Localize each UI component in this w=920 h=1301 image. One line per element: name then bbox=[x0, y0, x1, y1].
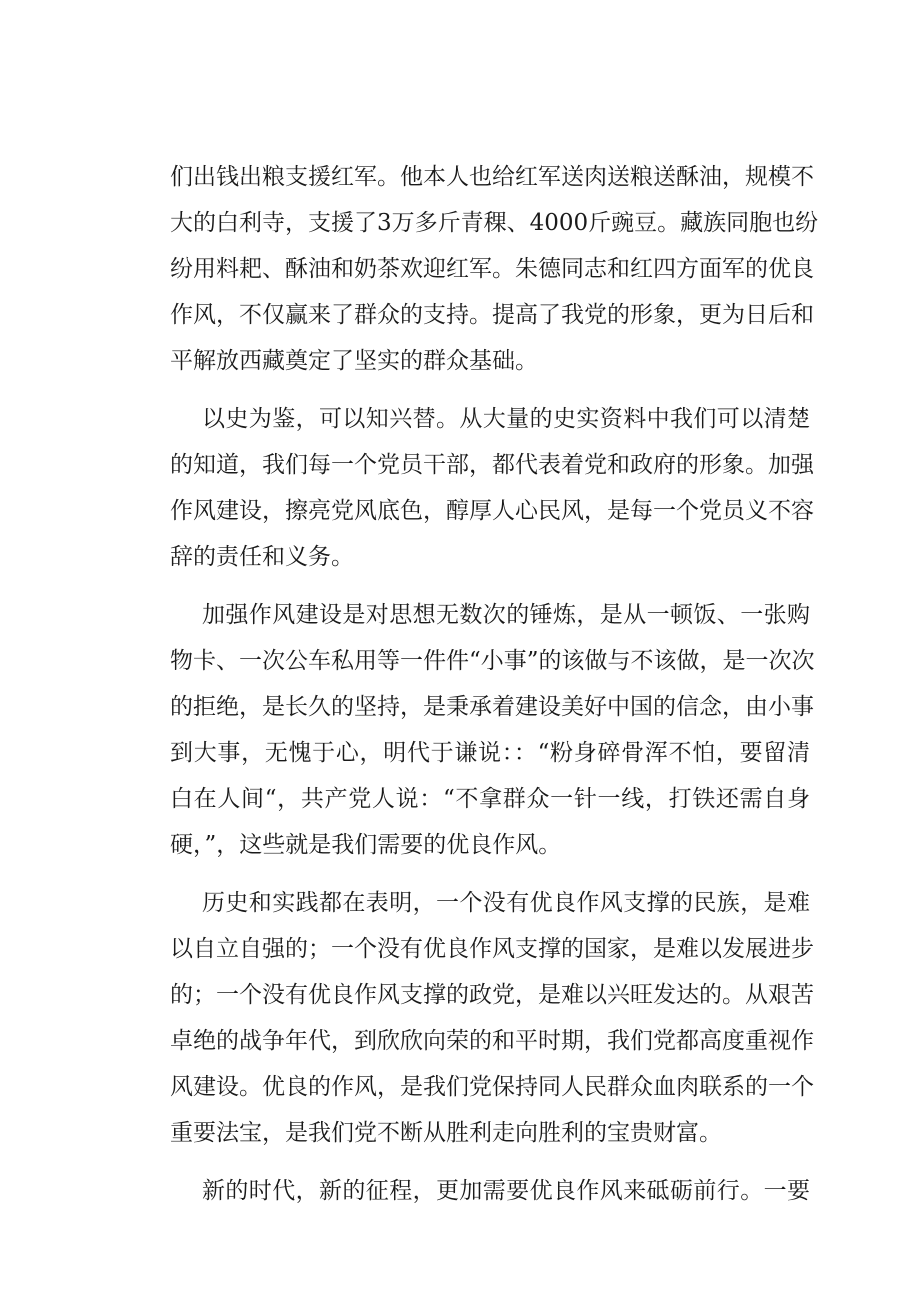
paragraph-2 bbox=[170, 396, 814, 580]
text-line: 到大事，无愧于心，明代于谦说：：“粉身碎骨浑不怕，要留清 bbox=[170, 740, 810, 766]
paragraph-4 bbox=[170, 880, 814, 1156]
text-line: 风建设。优良的作风，是我们党保持同人民群众血肉联系的一个 bbox=[170, 1074, 814, 1100]
paragraph-gap bbox=[170, 384, 810, 396]
text-line: 作风，不仅赢来了群众的支持。提高了我党的形象，更为日后和 bbox=[170, 302, 814, 328]
paragraph-gap bbox=[170, 580, 810, 592]
document-body bbox=[170, 154, 819, 1214]
text-line: 辞的责任和义务。 bbox=[170, 544, 354, 570]
text-line: 白在人间“，共产党人说：“不拿群众一针一线，打铁还需自身 bbox=[170, 786, 810, 812]
paragraph-gap bbox=[170, 868, 810, 880]
paragraph-gap bbox=[170, 1156, 810, 1168]
text-line: 新的时代，新的征程，更加需要优良作风来砥砺前行。一要 bbox=[202, 1178, 810, 1204]
text-line: 纷用料耙、酥油和奶茶欢迎红军。朱德同志和红四方面军的优良 bbox=[170, 256, 814, 282]
text-line: 以自立自强的；一个没有优良作风支撑的国家，是难以发展进步 bbox=[170, 936, 814, 962]
text-line: 重要法宝，是我们党不断从胜利走向胜利的宝贵财富。 bbox=[170, 1120, 722, 1146]
text-line: 卓绝的战争年代，到欣欣向荣的和平时期，我们党都高度重视作 bbox=[170, 1028, 814, 1054]
text-line: 大的白利寺，支援了3万多斤青稞、4000斤豌豆。藏族同胞也纷 bbox=[170, 210, 819, 236]
text-line: 平解放西藏奠定了坚实的群众基础。 bbox=[170, 348, 538, 374]
text-line: 以史为鉴，可以知兴替。从大量的史实资料中我们可以清楚 bbox=[202, 406, 810, 432]
text-line: 物卡、一次公车私用等一件件“小事”的该做与不该做，是一次次 bbox=[170, 648, 815, 674]
text-line: 作风建设，擦亮党风底色，醇厚人心民风，是每一个党员义不容 bbox=[170, 498, 814, 524]
text-line: 的知道，我们每一个党员干部，都代表着党和政府的形象。加强 bbox=[170, 452, 814, 478]
text-line: 硬，”，这些就是我们需要的优良作风。 bbox=[170, 832, 562, 858]
paragraph-1 bbox=[170, 154, 819, 384]
paragraph-5 bbox=[170, 1168, 810, 1214]
text-line: 加强作风建设是对思想无数次的锤炼，是从一顿饭、一张购 bbox=[202, 602, 810, 628]
paragraph-3 bbox=[170, 592, 815, 868]
text-line: 的；一个没有优良作风支撑的政党，是难以兴旺发达的。从艰苦 bbox=[170, 982, 814, 1008]
text-line: 的拒绝，是长久的坚持，是秉承着建设美好中国的信念，由小事 bbox=[170, 694, 814, 720]
text-line: 们出钱出粮支援红军。他本人也给红军送肉送粮送酥油，规模不 bbox=[170, 164, 814, 190]
text-line: 历史和实践都在表明，一个没有优良作风支撑的民族，是难 bbox=[202, 890, 810, 916]
